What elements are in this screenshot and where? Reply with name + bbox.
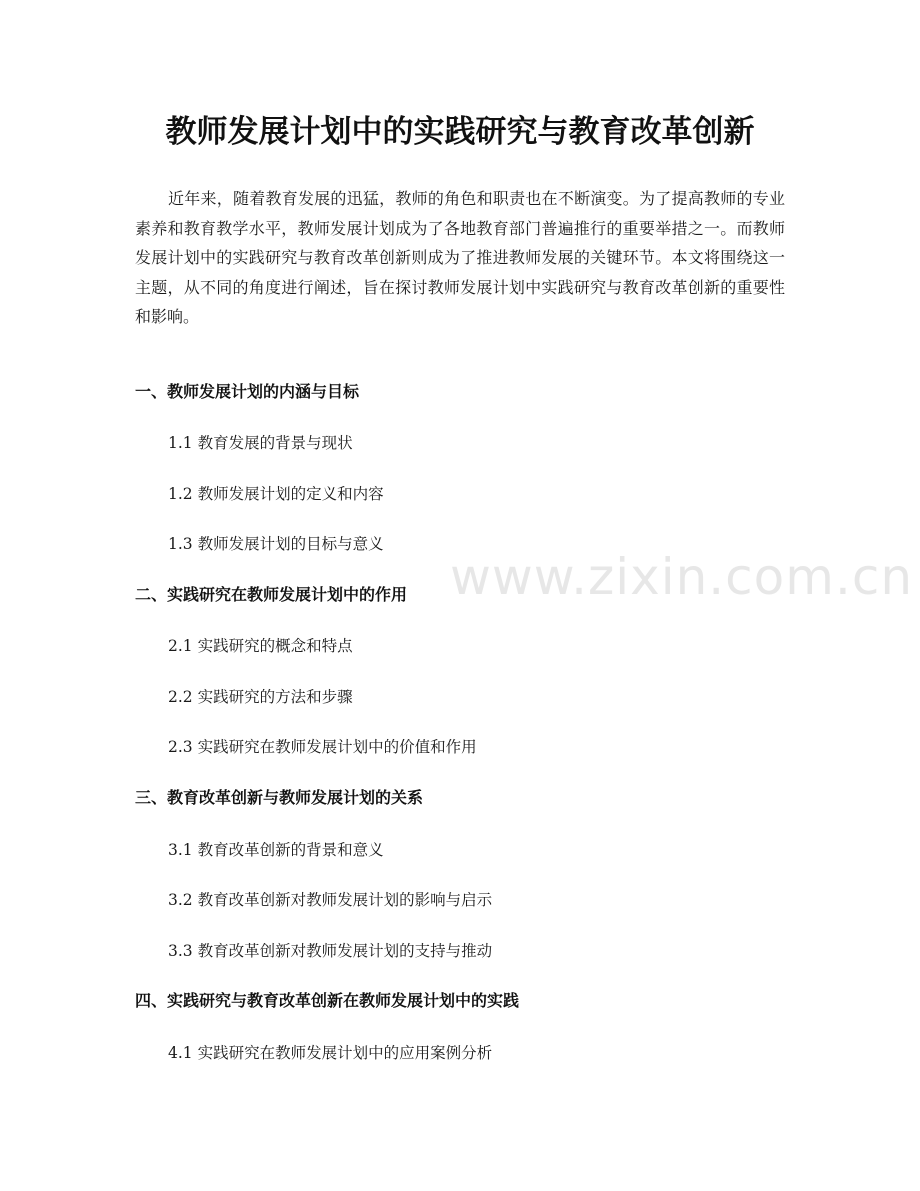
subsection-2-2: 2.2 实践研究的方法和步骤 — [168, 688, 353, 706]
subsection-3-1: 3.1 教育改革创新的背景和意义 — [168, 841, 384, 859]
section-heading-4: 四、实践研究与教育改革创新在教师发展计划中的实践 — [135, 991, 520, 1010]
subsection-1-2: 1.2 教师发展计划的定义和内容 — [168, 485, 384, 503]
subsection-3-2: 3.2 教育改革创新对教师发展计划的影响与启示 — [168, 891, 493, 909]
subsection-2-3: 2.3 实践研究在教师发展计划中的价值和作用 — [168, 738, 477, 756]
intro-paragraph: 近年来，随着教育发展的迅猛，教师的角色和职责也在不断演变。为了提高教师的专业素养和教育教学水平，教师发展计划成为了各地教育部门普遍推行的重要举措之一。而教师发展计划中的实践研究与教育改革创新则成为了推进教师发展的关键环节。本文将围绕这一主题，从不同的角度进行阐述，旨在探讨教师发展计划中实践研究与教育改革创新的重要性和影响。 — [135, 189, 785, 326]
subsection-2-1: 2.1 实践研究的概念和特点 — [168, 637, 353, 655]
subsection-4-1: 4.1 实践研究在教师发展计划中的应用案例分析 — [168, 1044, 493, 1062]
document-title: 教师发展计划中的实践研究与教育改革创新 — [165, 114, 755, 150]
subsection-3-3: 3.3 教育改革创新对教师发展计划的支持与推动 — [168, 942, 493, 960]
section-heading-3: 三、教育改革创新与教师发展计划的关系 — [135, 788, 424, 807]
subsection-1-3: 1.3 教师发展计划的目标与意义 — [168, 535, 384, 553]
section-heading-1: 一、教师发展计划的内涵与目标 — [135, 382, 360, 401]
subsection-1-1: 1.1 教育发展的背景与现状 — [168, 434, 353, 452]
watermark: www.zixin.com.cn — [450, 548, 914, 606]
section-heading-2: 二、实践研究在教师发展计划中的作用 — [135, 585, 408, 604]
